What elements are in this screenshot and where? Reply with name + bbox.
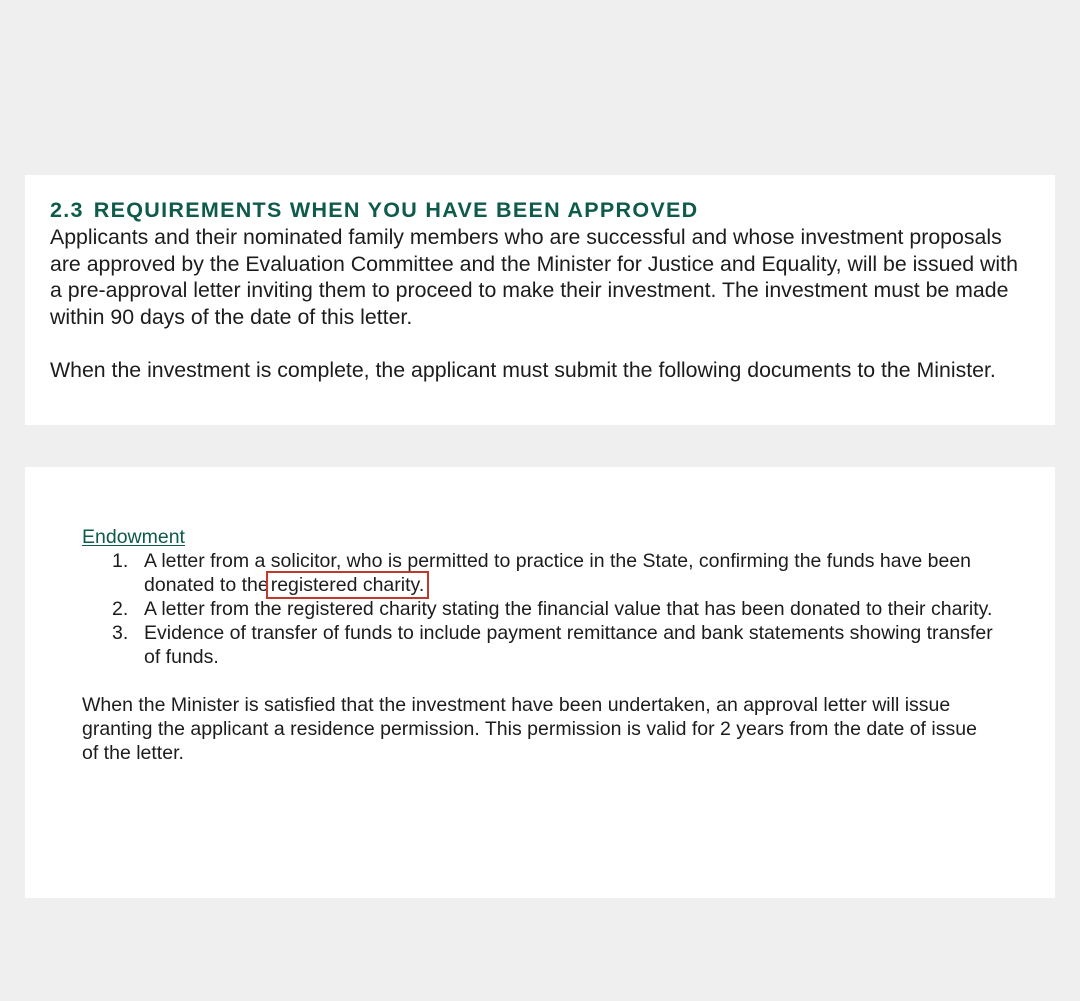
highlighted-phrase: registered charity. (270, 574, 425, 596)
list-item (112, 597, 995, 621)
section-heading (50, 197, 1025, 224)
list-item-number: 3. (112, 622, 129, 644)
list-item (112, 549, 995, 597)
list-item-number: 1. (112, 550, 129, 572)
section-title: REQUIREMENTS WHEN YOU HAVE BEEN APPROVED (93, 198, 699, 222)
list-item-text: Evidence of transfer of funds to include payment remittance and bank statements showing transfer of funds. (144, 622, 993, 668)
closing-paragraph: When the Minister is satisfied that the investment have been undertaken, an approval letter will issue granting the applicant a residence permission. This permission is valid for 2 years from the date of issue of the letter. (82, 694, 977, 764)
endowment-heading: Endowment (82, 526, 185, 548)
list-item-number: 2. (112, 598, 129, 620)
document-page-top (25, 175, 1055, 425)
submission-paragraph: When the investment is complete, the applicant must submit the following documents to the Minister. (50, 357, 996, 382)
required-documents-list (82, 549, 995, 669)
list-item (112, 621, 995, 669)
list-item-text: A letter from the registered charity stating the financial value that has been donated to their charity. (144, 598, 993, 620)
document-page-bottom (25, 467, 1055, 898)
approval-paragraph: Applicants and their nominated family members who are successful and whose investment proposals are approved by the Evaluation Committee and the Minister for Justice and Equality, will be issued with a pre-approval letter inviting them to proceed to make their investment. The investment must be made within 90 days of the date of this letter. (50, 225, 1018, 330)
section-number: 2.3 (50, 198, 84, 222)
list-item-text: A letter from a solicitor, who is permitted to practice in the State, confirming the funds have been donated to the (144, 550, 972, 596)
